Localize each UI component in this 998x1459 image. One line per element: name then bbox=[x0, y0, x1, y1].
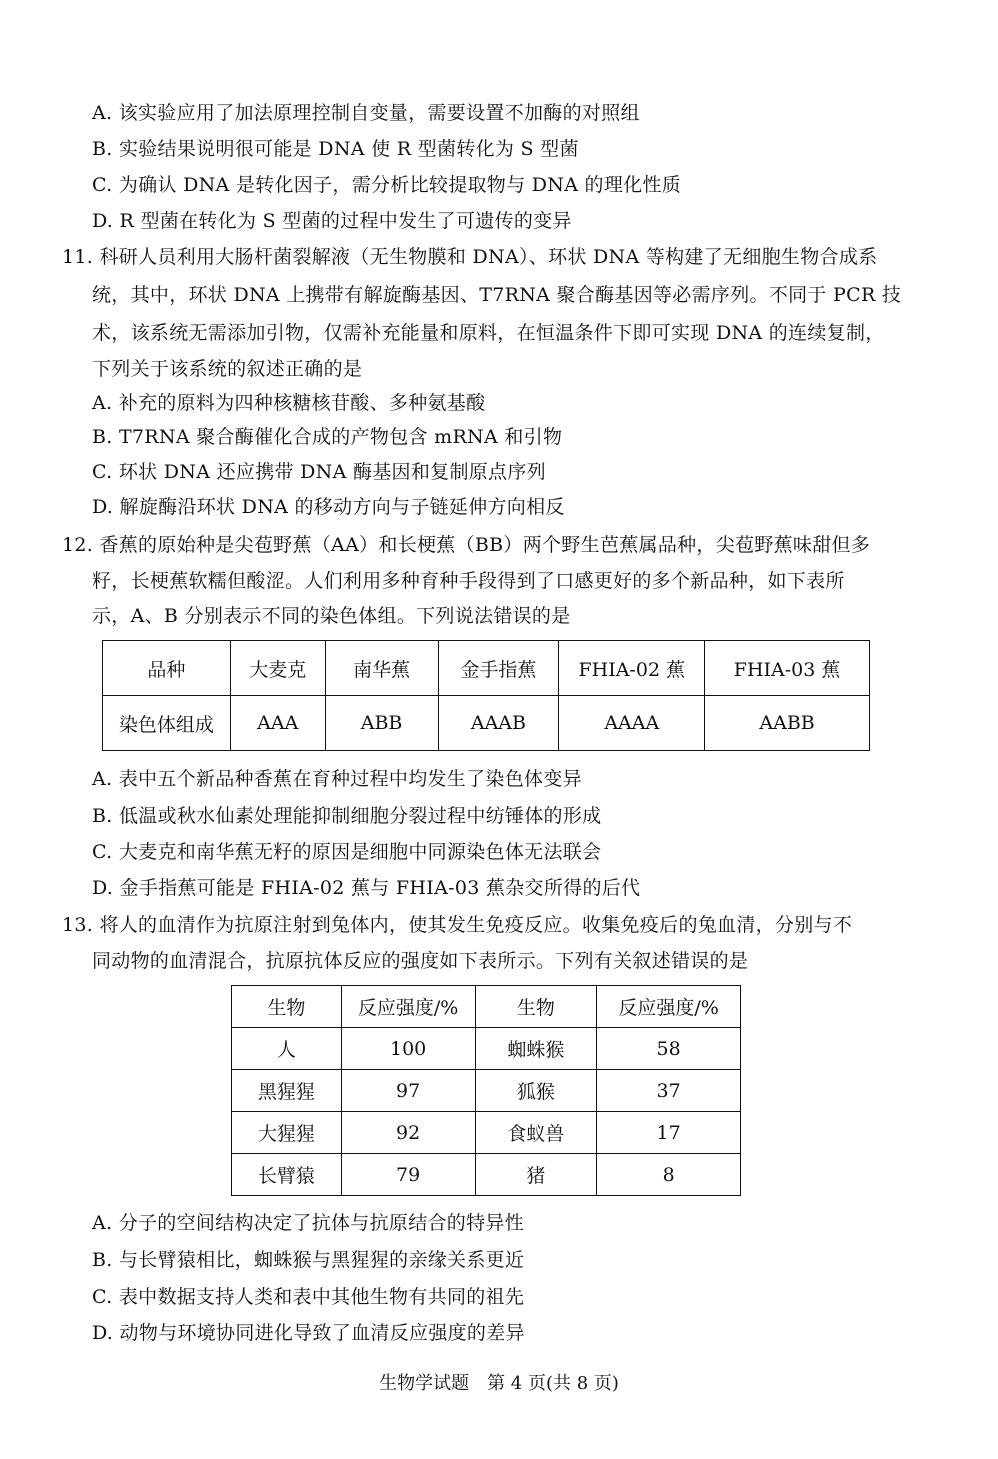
table-row bbox=[232, 1028, 741, 1070]
q12-option-a: A. 表中五个新品种香蕉在育种过程中均发生了染色体变异 bbox=[92, 768, 582, 790]
q13-option-c: C. 表中数据支持人类和表中其他生物有共同的祖先 bbox=[92, 1286, 525, 1308]
q10-option-a: A. 该实验应用了加法原理控制自变量，需要设置不加酶的对照组 bbox=[92, 102, 640, 124]
table-cell: AAAA bbox=[559, 696, 705, 751]
table-cell: 染色体组成 bbox=[103, 696, 231, 751]
page-footer: 生物学试题 第 4 页(共 8 页) bbox=[379, 1373, 619, 1394]
table-cell: 37 bbox=[597, 1070, 741, 1112]
q11-stem-line-1: 11. 科研人员利用大肠杆菌裂解液（无生物膜和 DNA）、环状 DNA 等构建了无细胞生物合成系 bbox=[62, 246, 878, 268]
q12-stem-line-2: 籽，长梗蕉软糯但酸涩。人们利用多种育种手段得到了口感更好的多个新品种，如下表所 bbox=[92, 570, 845, 592]
q12-stem-line-1: 12. 香蕉的原始种是尖苞野蕉（AA）和长梗蕉（BB）两个野生芭蕉属品种，尖苞野蕉味甜但多 bbox=[62, 534, 871, 556]
table-row bbox=[232, 986, 741, 1028]
table-cell: 长臂猿 bbox=[232, 1154, 342, 1196]
q13-stem-line-1: 13. 将人的血清作为抗原注射到兔体内，使其发生免疫反应。收集免疫后的兔血清，分别与不 bbox=[62, 914, 853, 936]
table-row bbox=[232, 1154, 741, 1196]
table-cell: 狐猴 bbox=[475, 1070, 597, 1112]
q12-option-d: D. 金手指蕉可能是 FHIA-02 蕉与 FHIA-03 蕉杂交所得的后代 bbox=[92, 877, 641, 899]
table-cell: FHIA-02 蕉 bbox=[559, 641, 705, 696]
q11-option-d: D. 解旋酶沿环状 DNA 的移动方向与子链延伸方向相反 bbox=[92, 496, 565, 518]
table-row bbox=[103, 641, 870, 696]
q12-variety-table bbox=[102, 640, 870, 751]
q10-option-b: B. 实验结果说明很可能是 DNA 使 R 型菌转化为 S 型菌 bbox=[92, 138, 579, 160]
q13-reaction-table bbox=[231, 985, 741, 1196]
table-cell: 58 bbox=[597, 1028, 741, 1070]
q11-option-c: C. 环状 DNA 还应携带 DNA 酶基因和复制原点序列 bbox=[92, 461, 546, 483]
table-cell: AAAB bbox=[438, 696, 559, 751]
table-cell: 蜘蛛猴 bbox=[475, 1028, 597, 1070]
table-row bbox=[103, 696, 870, 751]
table-cell: 黑猩猩 bbox=[232, 1070, 342, 1112]
q12-stem-line-3: 示，A、B 分别表示不同的染色体组。下列说法错误的是 bbox=[92, 605, 571, 627]
q11-stem-line-4: 下列关于该系统的叙述正确的是 bbox=[92, 358, 363, 380]
table-cell: 8 bbox=[597, 1154, 741, 1196]
q13-option-a: A. 分子的空间结构决定了抗体与抗原结合的特异性 bbox=[92, 1212, 525, 1234]
table-cell: 17 bbox=[597, 1112, 741, 1154]
table-cell: 反应强度/% bbox=[341, 986, 475, 1028]
table-cell: 92 bbox=[341, 1112, 475, 1154]
table-cell: 100 bbox=[341, 1028, 475, 1070]
q13-option-b: B. 与长臂猿相比，蜘蛛猴与黑猩猩的亲缘关系更近 bbox=[92, 1249, 525, 1271]
table-cell: 反应强度/% bbox=[597, 986, 741, 1028]
table-cell: 生物 bbox=[232, 986, 342, 1028]
q12-option-c: C. 大麦克和南华蕉无籽的原因是细胞中同源染色体无法联会 bbox=[92, 841, 602, 863]
table-cell: 生物 bbox=[475, 986, 597, 1028]
table-cell: ABB bbox=[325, 696, 438, 751]
table-cell: 品种 bbox=[103, 641, 231, 696]
table-row bbox=[232, 1070, 741, 1112]
q11-option-a: A. 补充的原料为四种核糖核苷酸、多种氨基酸 bbox=[92, 392, 486, 414]
table-cell: AAA bbox=[230, 696, 325, 751]
table-cell: 猪 bbox=[475, 1154, 597, 1196]
table-cell: 97 bbox=[341, 1070, 475, 1112]
table-cell: 金手指蕉 bbox=[438, 641, 559, 696]
table-cell: 南华蕉 bbox=[325, 641, 438, 696]
table-cell: 大猩猩 bbox=[232, 1112, 342, 1154]
table-cell: AABB bbox=[705, 696, 870, 751]
q11-stem-line-3: 术，该系统无需添加引物，仅需补充能量和原料，在恒温条件下即可实现 DNA 的连续复制， bbox=[92, 322, 885, 344]
q11-option-b: B. T7RNA 聚合酶催化合成的产物包含 mRNA 和引物 bbox=[92, 426, 563, 448]
table-cell: 大麦克 bbox=[230, 641, 325, 696]
table-cell: FHIA-03 蕉 bbox=[705, 641, 870, 696]
table-row bbox=[232, 1112, 741, 1154]
q11-stem-line-2: 统，其中，环状 DNA 上携带有解旋酶基因、T7RNA 聚合酶基因等必需序列。不同于 PCR 技 bbox=[92, 284, 902, 306]
q12-option-b: B. 低温或秋水仙素处理能抑制细胞分裂过程中纺锤体的形成 bbox=[92, 805, 602, 827]
table-cell: 人 bbox=[232, 1028, 342, 1070]
q10-option-c: C. 为确认 DNA 是转化因子，需分析比较提取物与 DNA 的理化性质 bbox=[92, 174, 682, 196]
q13-stem-line-2: 同动物的血清混合，抗原抗体反应的强度如下表所示。下列有关叙述错误的是 bbox=[92, 950, 749, 972]
table-cell: 79 bbox=[341, 1154, 475, 1196]
q10-option-d: D. R 型菌在转化为 S 型菌的过程中发生了可遗传的变异 bbox=[92, 210, 572, 232]
q13-option-d: D. 动物与环境协同进化导致了血清反应强度的差异 bbox=[92, 1322, 525, 1344]
table-cell: 食蚁兽 bbox=[475, 1112, 597, 1154]
